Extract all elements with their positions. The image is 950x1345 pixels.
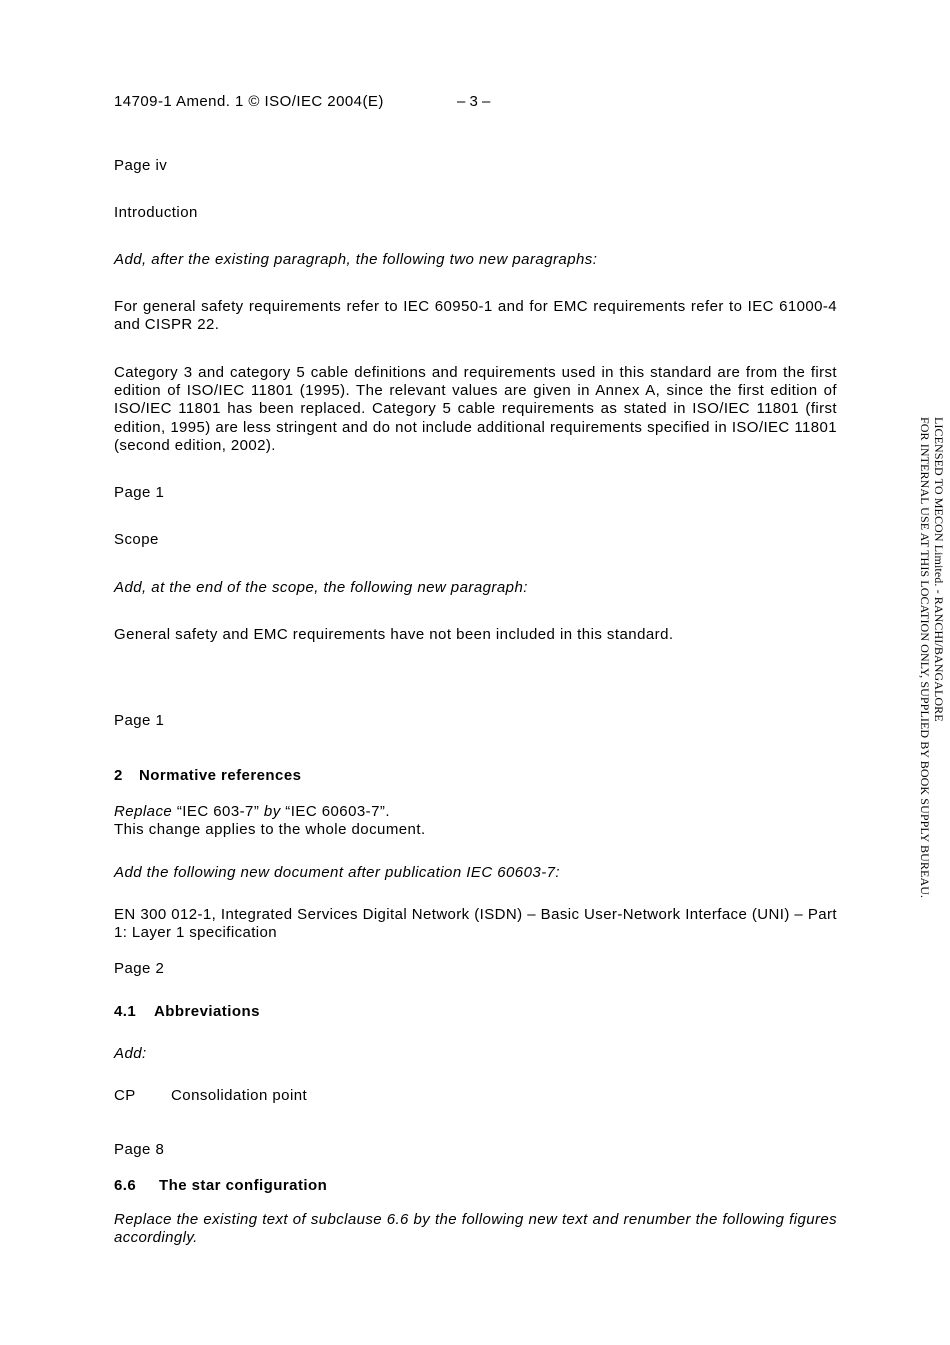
section-number: 6.6: [114, 1177, 137, 1194]
normative-page-ref: Page 1: [114, 712, 165, 729]
replace-line: [114, 803, 390, 821]
abbreviations-page-ref: Page 2: [114, 960, 165, 977]
scope-paragraph: General safety and EMC requirements have not been included in this standard.: [114, 626, 674, 643]
old-reference: “IEC 603-7”: [176, 803, 260, 820]
license-notice: [918, 417, 946, 898]
new-document-entry: EN 300 012-1, Integrated Services Digital Network (ISDN) – Basic User-Network Interface (UNI) – Part 1: Layer 1 specification: [114, 906, 837, 942]
scope-instruction: Add, at the end of the scope, the following new paragraph:: [114, 579, 528, 596]
by-word: by: [263, 803, 281, 820]
intro-paragraph-1: For general safety requirements refer to IEC 60950-1 and for EMC requirements refer to IEC 61000-4 and CISPR 22.: [114, 298, 837, 334]
document-id: 14709-1 Amend. 1 © ISO/IEC 2004(E): [114, 93, 384, 110]
normative-heading: [114, 767, 301, 785]
section-number: 2: [114, 767, 123, 784]
abbreviation-entry: [114, 1087, 307, 1105]
section-title: Abbreviations: [154, 1003, 260, 1020]
abbreviations-heading: [114, 1003, 260, 1021]
intro-paragraph-2: Category 3 and category 5 cable definitions and requirements used in this standard are from the first edition of ISO/IEC 11801 (1995). The relevant values are given in Annex A, since the first edition of ISO/IEC 11801 has been replaced. Category 5 cable requirements as stated in ISO/IEC 11801 (first edition, 1995) are less stringent and do not include additional requirements specified in ISO/IEC 11801 (second edition, 2002).: [114, 364, 837, 454]
intro-page-ref: Page iv: [114, 157, 168, 174]
license-line-2: FOR INTERNAL USE AT THIS LOCATION ONLY, SUPPLIED BY BOOK SUPPLY BUREAU.: [918, 417, 932, 899]
abbreviations-instruction: Add:: [114, 1045, 147, 1062]
star-page-ref: Page 8: [114, 1141, 165, 1158]
abbreviation-meaning: Consolidation point: [171, 1087, 308, 1104]
page-number: – 3 –: [457, 93, 491, 110]
scope-title: Scope: [114, 531, 159, 548]
new-reference: “IEC 60603-7”.: [285, 803, 390, 820]
scope-page-ref: Page 1: [114, 484, 165, 501]
intro-title: Introduction: [114, 204, 198, 221]
applies-note: This change applies to the whole document.: [114, 821, 426, 838]
section-title: Normative references: [139, 767, 302, 784]
intro-instruction: Add, after the existing paragraph, the following two new paragraphs:: [114, 251, 598, 268]
license-line-1: LICENSED TO MECON Limited. - RANCHI/BANGALORE: [932, 417, 946, 722]
normative-instruction: Add the following new document after publication IEC 60603-7:: [114, 864, 561, 881]
replace-word: Replace: [114, 803, 173, 820]
document-page: [114, 0, 837, 1345]
section-number: 4.1: [114, 1003, 137, 1020]
star-heading: [114, 1177, 327, 1195]
star-instruction: Replace the existing text of subclause 6.6 by the following new text and renumber the following figures accordingly.: [114, 1211, 837, 1247]
abbreviation-code: CP: [114, 1087, 136, 1104]
section-title: The star configuration: [159, 1177, 328, 1194]
